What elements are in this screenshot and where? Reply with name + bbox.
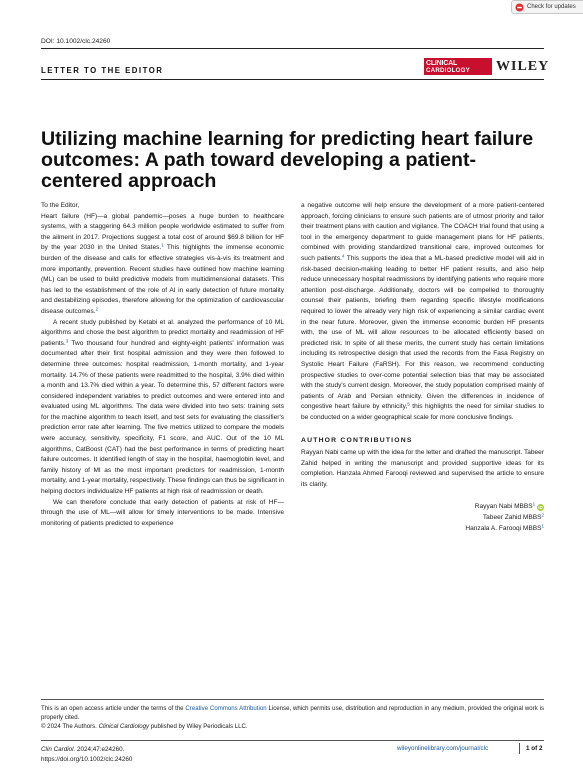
reference-link[interactable]: 5	[407, 401, 410, 407]
reference-link[interactable]: 2	[95, 306, 99, 312]
reference-link[interactable]: 4	[341, 253, 345, 259]
article-title: Utilizing machine learning for predicting heart failure outcomes: A path toward developing a patient-centered approach	[41, 128, 534, 192]
header-rule	[41, 48, 544, 49]
section-heading-contributions: AUTHOR CONTRIBUTIONS	[301, 437, 413, 445]
paragraph-2: A recent study published by Ketabi et al. analyzed the performance of 10 ML algorithms and chose the best algorithm to predict mortality and readmission of HF patients.$^3$ Two thousand four hundred and eighty-eight patients' information was documented after their first hospital admission and they were then followed to determine three outcomes: hospital readmission, 1-month mortality, and 1-year mortality. 14.7% of these patients were readmitted to the hospital, 3.9% died within a month and 13.7% died within a year. To determine this, 57 different factors were considered independent variables to predict outcomes and were entered into and evaluated using ML algorithms. The data were divided into two sets: training sets for the machine algorithm to teach itself, and test sets for evaluating the classifier's prediction error rate after learning. The five metrics utilized to compare the models were accuracy, sensitivity, specificity, F1 score, and AUC. Out of the 10 ML algorithms, CatBoost (CAT) had the best performance in terms of predicting heart failure outcomes. It identified length of stay in the hospital, haemoglobin level, and family history of MI as the most important predictors for readmission, 1-month mortality, and 1-year mortality, respectively. These findings can thus be significant in helping doctors individualize HF patients at high risk of readmission or death.	[41, 318, 284, 496]
journal-logo-line1: CLINICAL	[426, 59, 458, 67]
doi-link[interactable]: https://doi.org/10.1002/clc.24260	[41, 756, 133, 763]
contributions-text: Rayyan Nabi came up with the idea for the letter and drafted the manuscript. Tabeer Zahid helped in writing the manuscript and provided supportive ideas for its completion. Hanzala Ahmed Farooqi reviewed and supervised the article to ensure its clarity.	[301, 449, 544, 488]
publisher-logo: WILEY	[496, 59, 550, 74]
body-column-right	[301, 201, 544, 534]
crossmark-icon	[515, 3, 524, 12]
reference-link[interactable]: 3	[65, 338, 69, 344]
body-column-left	[41, 201, 284, 529]
orcid-icon[interactable]: iD	[538, 505, 543, 511]
author-line: Rayyan Nabi MBBS$^1$ iD	[474, 501, 543, 511]
author-list	[301, 502, 544, 534]
paragraph-3: We can therefore conclude that early detection of patients at risk of HF—through the use of ML—will allow for timely interventions to be made. Intensive monitoring of patients predicted to experience	[41, 498, 284, 527]
footer-rule-2	[41, 740, 544, 741]
license-link[interactable]: Creative Commons Attribution	[185, 705, 267, 712]
footer-rule	[41, 699, 544, 700]
salutation: To the Editor,	[41, 202, 80, 209]
journal-logo	[424, 58, 492, 75]
journal-logo-line2: CARDIOLOGY	[426, 66, 470, 74]
page-number: 1 of 2	[526, 745, 543, 752]
journal-site-link[interactable]: wileyonlinelibrary.com/journal/clc	[397, 745, 489, 752]
paragraph-4: a negative outcome will help ensure the development of a more patient-centered approach, forcing clinicians to ensure such patients are of utmost priority and tailor their treatment plans with caution and vigilance. The COACH trial found that using a tool in the emergency department to guide management plans for HF patients, combined with providing standardized transitional care, improved outcomes for such patients.$^4$ This supports the idea that a ML-based predictive model will aid in risk-based decision-making leading to better HF patient results, and also help reduce unnecessary hospital readmissions by identifying patients who require more attention post-discharge. Additionally, doctors will be compelled to thoroughly counsel their patients, briefing them regarding specific lifestyle modifications required to lower the already very high risk of experiencing a similar cardiac event in the near future. Moreover, given the immense economic burden HF presents with, the use of ML will allow resources to be allocated efficiently based on predicted risk. In spite of all these merits, the current study has certain limitations including its retrospective design that used the records from the Fasa Registry on Systolic Heart Failure (FaRSH). For this reason, we recommend conducting prospective studies to over-come potential selection bias that may be associated with the study's current design. Moreover, the study population comprised mainly of patients of Arab and Persian ethnicity. Given the differences in incidence of congestive heart failure by ethnicity,$^5$ this highlights the need for similar studies to be conducted on a wider geographical scale for more conclusive findings.	[301, 202, 544, 421]
article-type-label: LETTER TO THE EDITOR	[41, 66, 164, 75]
check-for-updates-button[interactable]	[511, 0, 583, 14]
paragraph-1: Heart failure (HF)—a global pandemic—poses a huge burden to healthcare systems, with a staggering 64.3 million people worldwide estimated to suffer from the ailment in 2017. Projections suggest a total cost of around $69.8 billion for HF by the year 2030 in the United States.$^1$ This highlights the immense economic burden of the disease and calls for effective strategies vis-à-vis its treatment and more importantly, prevention. Recent studies have outlined how machine learning (ML) can be used to build predictive models from multidimensional datasets. This has led to the establishment of the role of AI in early detection of future mortality and destabilizing episodes, therefore allowing for the optimization of cardiovascular disease outcomes.$^2$	[41, 212, 284, 315]
citation: Clin Cardiol. 2024;47:e24260. https://doi.org/10.1002/clc.24260	[41, 746, 133, 763]
header-rule-2	[41, 79, 544, 80]
author-line: Hanzala A. Farooqi MBBS$^1$	[465, 523, 544, 532]
check-for-updates-label: Check for updates	[527, 4, 576, 10]
author-line: Tabeer Zahid MBBS$^2$	[482, 512, 544, 522]
page-separator	[519, 743, 520, 754]
article-doi: DOI: 10.1002/clc.24260	[41, 38, 111, 45]
reference-link[interactable]: 1	[161, 242, 164, 248]
license-notice: This is an open access article under the terms of the Creative Commons Attribution License, which permits use, distribution and reproduction in any medium, provided the original work is properly cited. © 2024 The Authors. Clinical Cardiology published by Wiley Periodicals LLC.	[41, 705, 544, 731]
